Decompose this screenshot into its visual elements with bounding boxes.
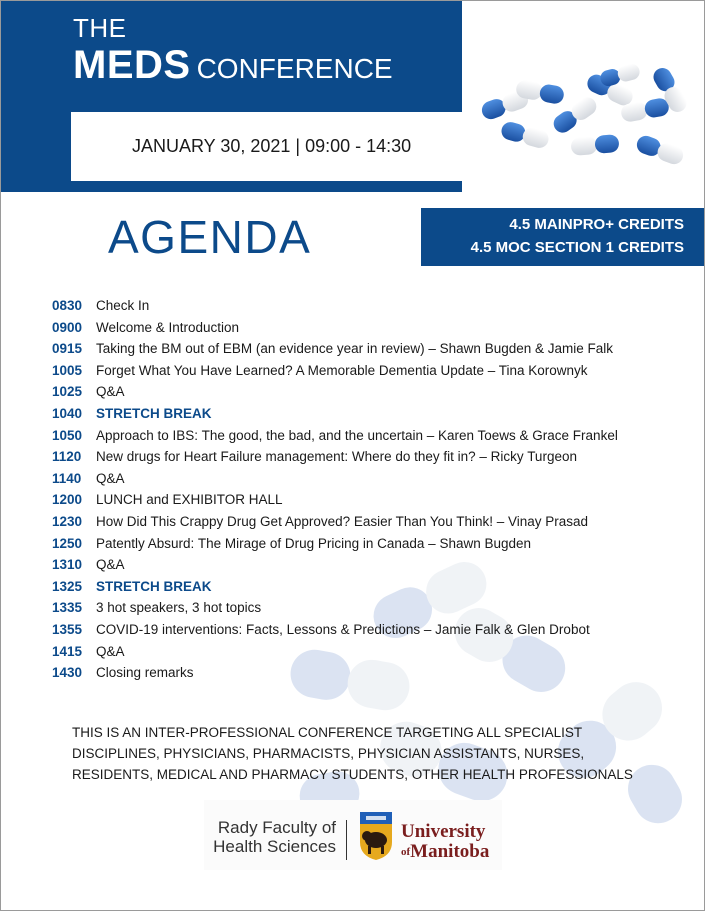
agenda-row	[52, 641, 692, 663]
uofm-manitoba: Manitoba	[410, 841, 490, 862]
agenda-row-break	[52, 403, 692, 425]
agenda-time: 1335	[52, 600, 83, 616]
agenda-heading: AGENDA	[108, 211, 312, 263]
agenda-row	[52, 619, 692, 641]
agenda-item: Check In	[96, 298, 150, 313]
agenda-time: 1005	[52, 362, 83, 378]
audience-statement: THIS IS AN INTER-PROFESSIONAL CONFERENCE TARGETING ALL SPECIALIST DISCIPLINES, PHYSICIANS, PHARMACISTS, PHYSICIAN ASSISTANTS, NURSES, RESIDENTS, MEDICAL AND PHARMACY STUDENTS, OTHER HEALTH PROFESSIONALS	[72, 725, 633, 782]
title-the: THE	[73, 13, 127, 43]
capsules-image	[470, 60, 700, 170]
title-conference: CONFERENCE	[196, 53, 393, 84]
rady-line-2: Health Sciences	[213, 837, 336, 856]
agenda-time: 0900	[52, 319, 83, 335]
agenda-item: STRETCH BREAK	[96, 405, 212, 421]
agenda-row	[52, 511, 692, 533]
agenda-row	[52, 597, 692, 619]
moc-credits: 4.5 MOC SECTION 1 CREDITS	[470, 239, 684, 256]
agenda-row	[52, 446, 692, 468]
agenda-time: 1120	[52, 449, 82, 465]
agenda-item: Q&A	[96, 643, 125, 659]
agenda-item: COVID-19 interventions: Facts, Lessons & Predictions – Jamie Falk & Glen Drobot	[96, 621, 590, 637]
agenda-row	[52, 295, 692, 317]
agenda-row	[52, 489, 692, 511]
bison-shield-icon	[358, 808, 394, 862]
agenda-time: 1325	[52, 578, 83, 594]
agenda-item: New drugs for Heart Failure management: Where do they fit in? – Ricky Turgeon	[96, 449, 577, 465]
agenda-schedule	[52, 295, 692, 684]
agenda-row	[52, 317, 692, 339]
agenda-time: 0915	[52, 341, 83, 357]
agenda-time: 1430	[52, 665, 83, 681]
header-banner	[1, 1, 462, 192]
agenda-item: Taking the BM out of EBM (an evidence year in review) – Shawn Bugden & Jamie Falk	[96, 341, 614, 357]
title-meds: MEDS	[73, 43, 191, 87]
agenda-item: Q&A	[96, 470, 125, 486]
mainpro-credits: 4.5 MAINPRO+ CREDITS	[509, 216, 684, 233]
credits-box	[421, 208, 704, 266]
uofm-line-2	[401, 842, 489, 862]
agenda-item: 3 hot speakers, 3 hot topics	[96, 600, 262, 616]
agenda-time: 1050	[52, 427, 83, 443]
agenda-time: 1355	[52, 621, 83, 637]
agenda-row	[52, 360, 692, 382]
agenda-time: 1250	[52, 535, 83, 551]
agenda-row	[52, 533, 692, 555]
date-box	[71, 112, 463, 181]
conference-title	[73, 43, 393, 88]
agenda-time: 1040	[52, 405, 83, 421]
agenda-row	[52, 338, 692, 360]
agenda-item: Closing remarks	[96, 665, 194, 681]
agenda-item: Welcome & Introduction	[96, 319, 240, 335]
agenda-time: 0830	[52, 298, 83, 313]
agenda-item: Q&A	[96, 384, 125, 400]
agenda-item: STRETCH BREAK	[96, 578, 212, 594]
uofm-line-1: University	[401, 821, 486, 842]
agenda-item: LUNCH and EXHIBITOR HALL	[96, 492, 283, 508]
uofm-of: of	[401, 846, 411, 858]
agenda-row-break	[52, 576, 692, 598]
agenda-row	[52, 662, 692, 684]
agenda-item: Q&A	[96, 557, 125, 573]
logo-divider	[346, 820, 347, 860]
agenda-item: Approach to IBS: The good, the bad, and the uncertain – Karen Toews & Grace Frankel	[96, 427, 618, 443]
institution-logos	[204, 800, 502, 870]
agenda-time: 1230	[52, 513, 83, 529]
agenda-item: How Did This Crappy Drug Get Approved? Easier Than You Think! – Vinay Prasad	[96, 513, 589, 529]
agenda-row	[52, 468, 692, 490]
agenda-row	[52, 425, 692, 447]
agenda-time: 1200	[52, 492, 83, 508]
agenda-time: 1310	[52, 557, 83, 573]
event-date: JANUARY 30, 2021 | 09:00 - 14:30	[132, 136, 412, 156]
rady-faculty-logo	[208, 818, 336, 856]
agenda-time: 1140	[52, 470, 82, 486]
rady-line-1: Rady Faculty of	[217, 818, 336, 837]
agenda-time: 1025	[52, 384, 83, 400]
agenda-row	[52, 381, 692, 403]
agenda-item: Forget What You Have Learned? A Memorable Dementia Update – Tina Korownyk	[96, 362, 588, 378]
university-of-manitoba-logo	[401, 822, 489, 862]
agenda-row	[52, 554, 692, 576]
agenda-item: Patently Absurd: The Mirage of Drug Pricing in Canada – Shawn Bugden	[96, 535, 532, 551]
agenda-time: 1415	[52, 643, 83, 659]
